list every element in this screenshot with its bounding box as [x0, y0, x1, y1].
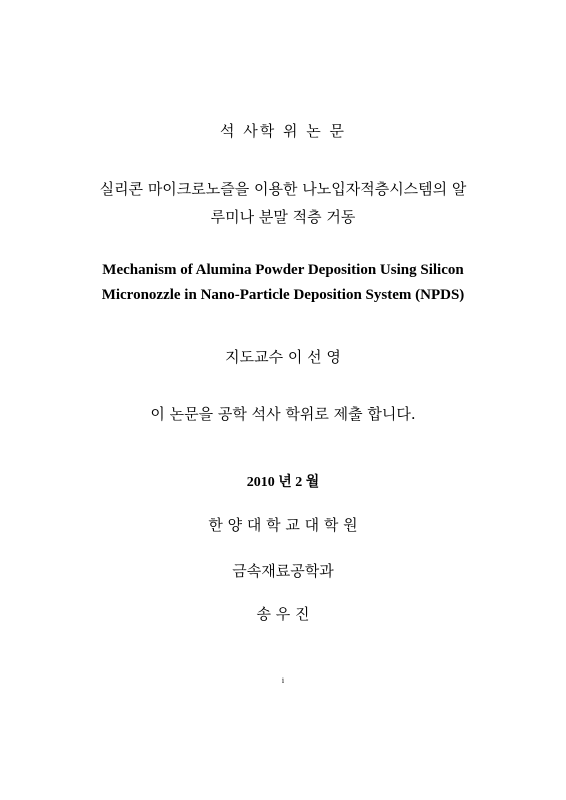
department-name: 금속재료공학과: [232, 562, 334, 580]
submission-date: 2010 년 2 월: [246, 475, 320, 490]
submission-statement: 이 논문을 공학 석사 학위로 제출 합니다.: [150, 405, 416, 423]
university-name: 한 양 대 학 교 대 학 원: [208, 516, 358, 534]
advisor-name: 지도교수 이 선 영: [225, 348, 341, 366]
korean-title-line-2: 루미나 분말 적층 거동: [210, 208, 356, 226]
page-number: i: [281, 676, 285, 685]
korean-title-line-1: 실리콘 마이크로노즐을 이용한 나노입자적층시스템의 알: [99, 180, 467, 198]
author-name: 송 우 진: [256, 605, 310, 623]
english-title-line-1: Mechanism of Alumina Powder Deposition Using Silicon: [102, 262, 464, 278]
degree-type: 석 사학 위 논 문: [219, 122, 346, 140]
english-title-line-2: Micronozzle in Nano-Particle Deposition System (NPDS): [101, 287, 465, 303]
